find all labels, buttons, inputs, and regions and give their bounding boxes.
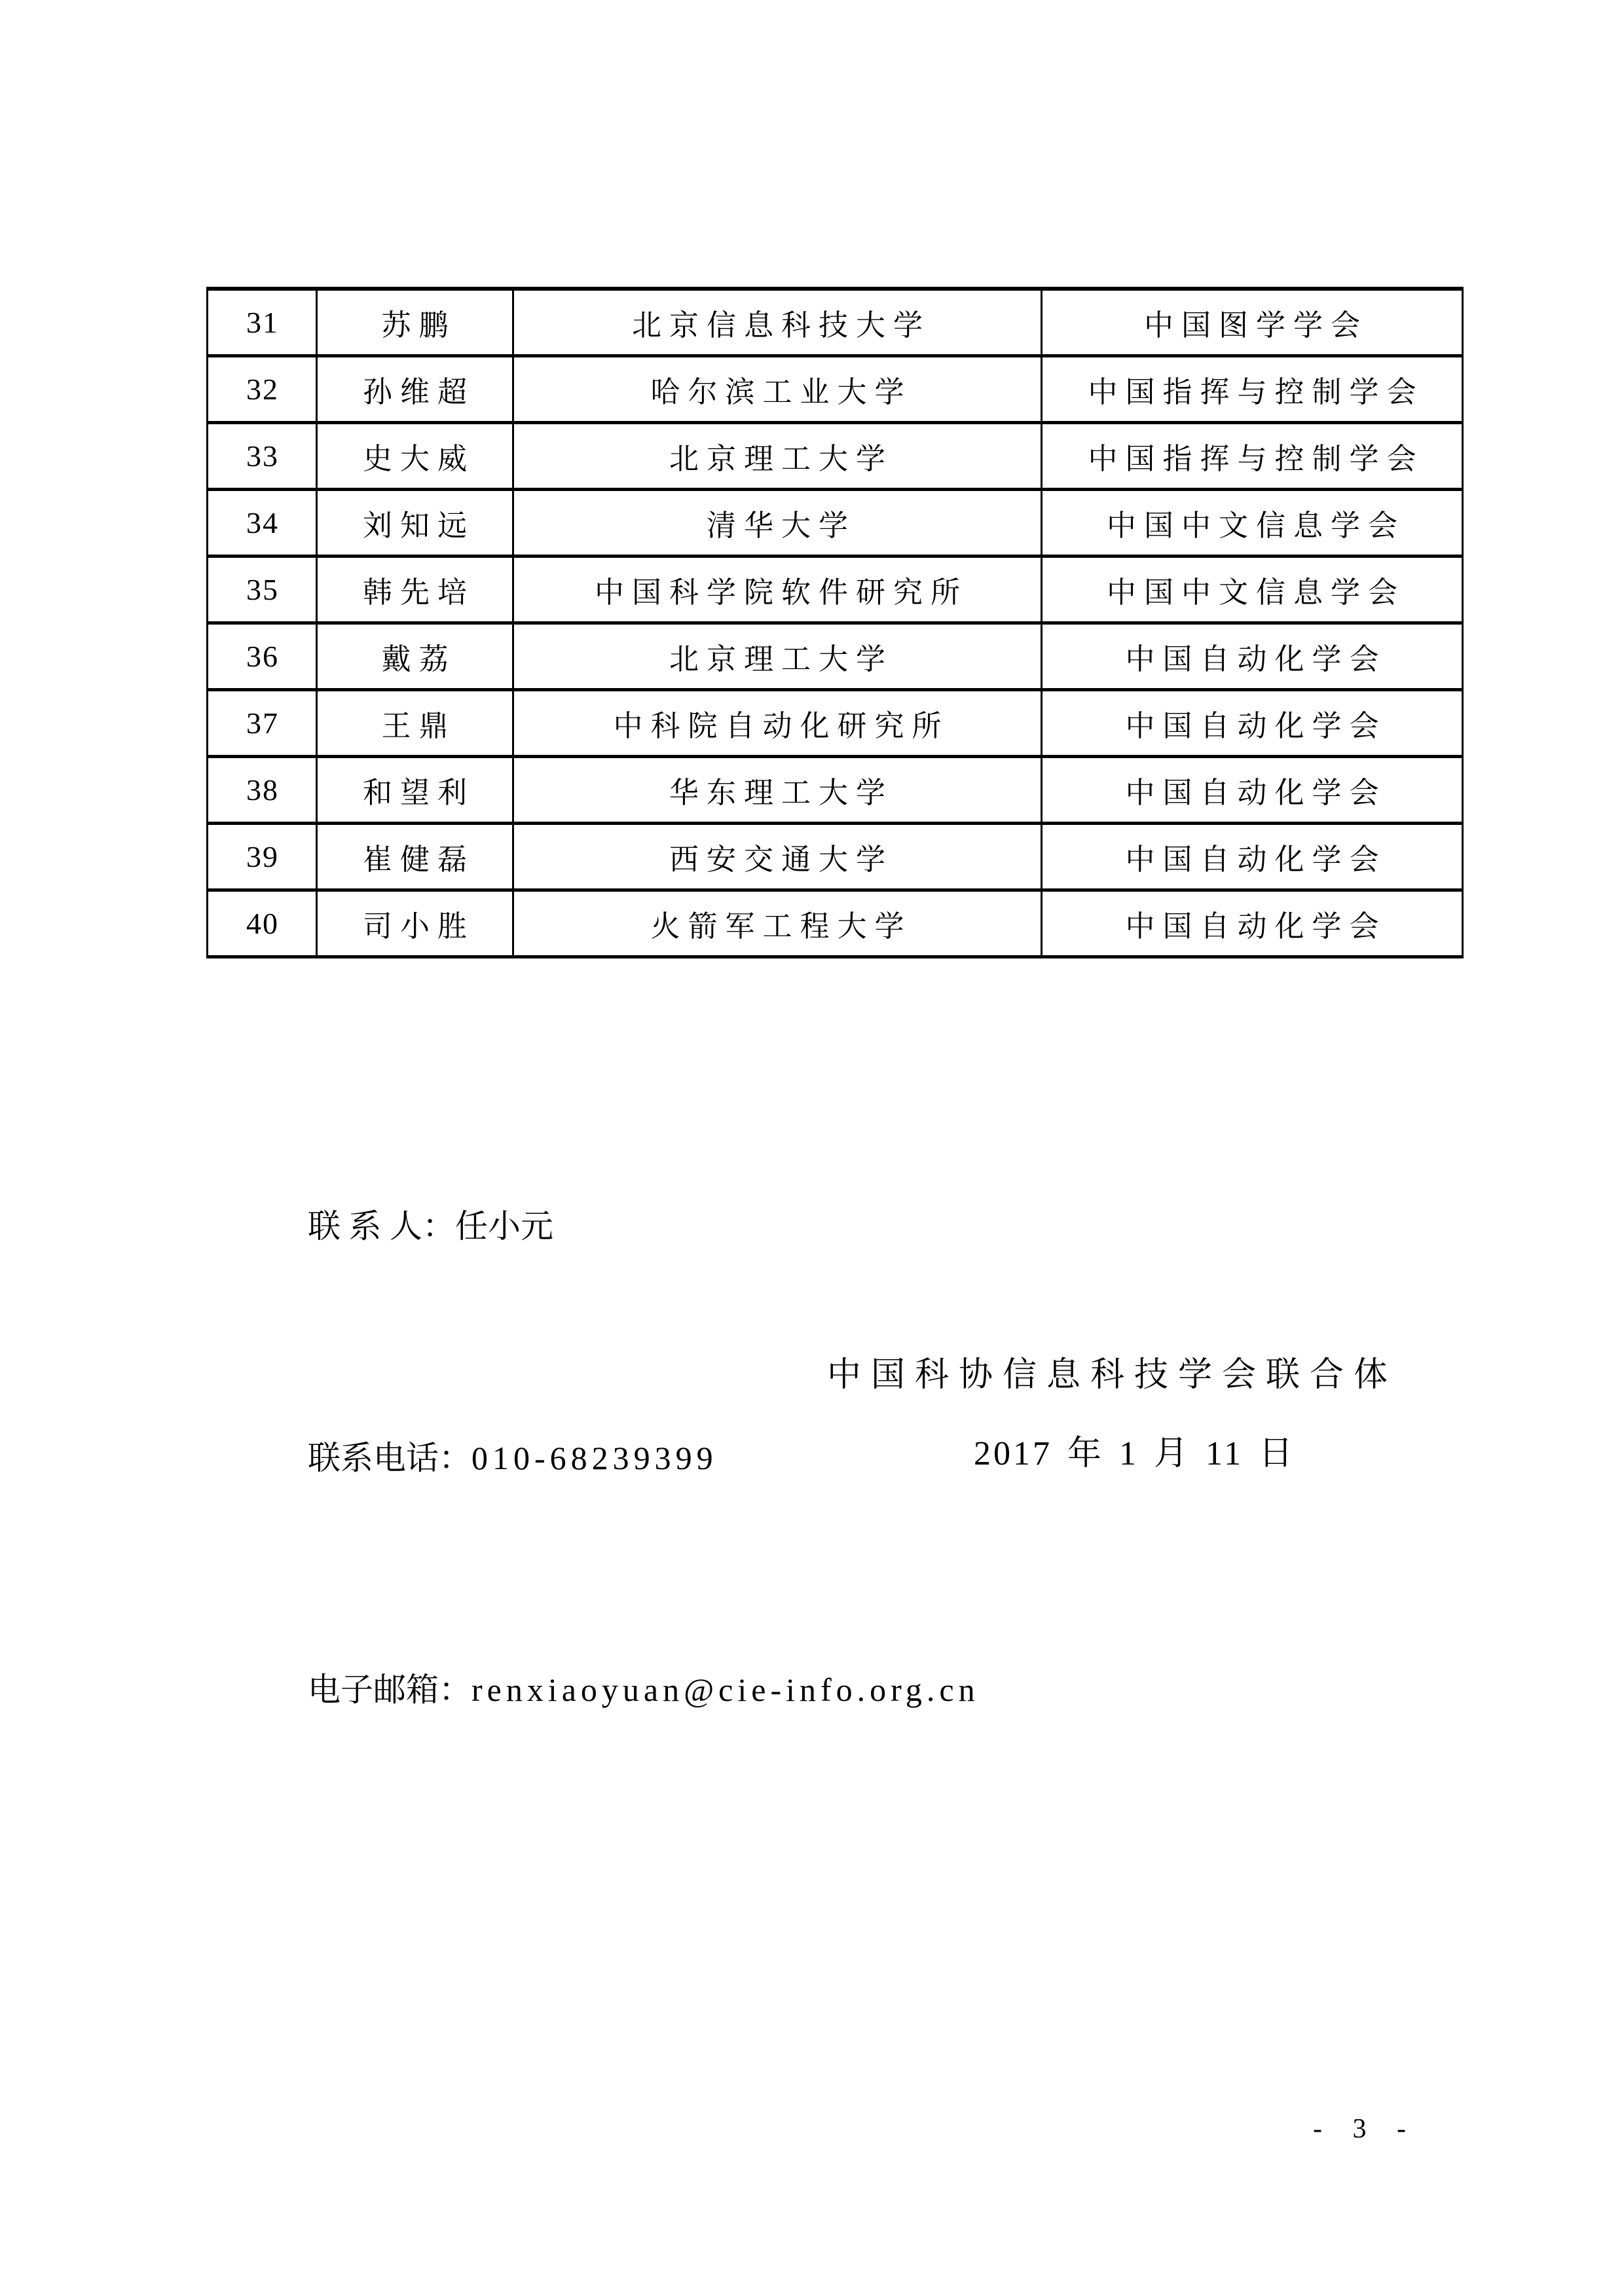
contact-email-line	[308, 1651, 980, 1728]
name-cell: 韩先培	[317, 556, 513, 623]
table-row	[208, 689, 1463, 756]
contact-block	[308, 1033, 980, 1883]
row-number-cell: 32	[208, 355, 317, 422]
society-cell: 中国自动化学会	[1042, 823, 1463, 890]
affiliation-cell: 清华大学	[513, 489, 1042, 556]
name-cell: 苏鹏	[317, 289, 513, 355]
name-cell: 刘知远	[317, 489, 513, 556]
signature-organization: 中国科协信息科技学会联合体	[827, 1357, 1398, 1394]
affiliation-cell: 火箭军工程大学	[513, 890, 1042, 957]
table-row	[208, 355, 1463, 422]
table-row	[208, 890, 1463, 957]
row-number-cell: 35	[208, 556, 317, 623]
society-cell: 中国自动化学会	[1042, 623, 1463, 689]
contact-person-value: 任小元	[455, 1208, 553, 1245]
society-cell: 中国自动化学会	[1042, 756, 1463, 823]
table-row	[208, 489, 1463, 556]
name-cell: 司小胜	[317, 890, 513, 957]
row-number-cell: 36	[208, 623, 317, 689]
affiliation-cell: 北京理工大学	[513, 623, 1042, 689]
affiliation-cell: 中科院自动化研究所	[513, 689, 1042, 756]
member-roster-table	[206, 287, 1464, 958]
table-row	[208, 756, 1463, 823]
contact-email-label: 电子邮箱：	[308, 1671, 471, 1708]
row-number-cell: 39	[208, 823, 317, 890]
society-cell: 中国自动化学会	[1042, 689, 1463, 756]
name-cell: 史大威	[317, 422, 513, 489]
society-cell: 中国指挥与控制学会	[1042, 422, 1463, 489]
name-cell: 孙维超	[317, 355, 513, 422]
table-row	[208, 422, 1463, 489]
page-number: - 3 -	[1313, 2114, 1412, 2144]
table-row	[208, 556, 1463, 623]
society-cell: 中国中文信息学会	[1042, 489, 1463, 556]
name-cell: 戴荔	[317, 623, 513, 689]
row-number-cell: 37	[208, 689, 317, 756]
society-cell: 中国中文信息学会	[1042, 556, 1463, 623]
society-cell: 中国图学学会	[1042, 289, 1463, 355]
affiliation-cell: 北京信息科技大学	[513, 289, 1042, 355]
table-row	[208, 623, 1463, 689]
row-number-cell: 40	[208, 890, 317, 957]
contact-person-line	[308, 1188, 980, 1265]
contact-person-label: 联 系 人：	[308, 1208, 455, 1245]
row-number-cell: 31	[208, 289, 317, 355]
contact-phone-label: 联系电话：	[308, 1440, 471, 1476]
affiliation-cell: 哈尔滨工业大学	[513, 355, 1042, 422]
society-cell: 中国自动化学会	[1042, 890, 1463, 957]
row-number-cell: 38	[208, 756, 317, 823]
row-number-cell: 34	[208, 489, 317, 556]
affiliation-cell: 西安交通大学	[513, 823, 1042, 890]
table-row	[208, 823, 1463, 890]
signature-date: 2017 年 1 月 11 日	[974, 1435, 1296, 1472]
affiliation-cell: 华东理工大学	[513, 756, 1042, 823]
society-cell: 中国指挥与控制学会	[1042, 355, 1463, 422]
table-row	[208, 289, 1463, 355]
row-number-cell: 33	[208, 422, 317, 489]
contact-email-value: renxiaoyuan@cie-info.org.cn	[471, 1671, 980, 1708]
name-cell: 崔健磊	[317, 823, 513, 890]
contact-phone-value: 010-68239399	[471, 1440, 718, 1476]
member-roster-table-body	[208, 289, 1463, 957]
affiliation-cell: 中国科学院软件研究所	[513, 556, 1042, 623]
name-cell: 和望利	[317, 756, 513, 823]
affiliation-cell: 北京理工大学	[513, 422, 1042, 489]
name-cell: 王鼎	[317, 689, 513, 756]
contact-phone-line	[308, 1419, 980, 1497]
